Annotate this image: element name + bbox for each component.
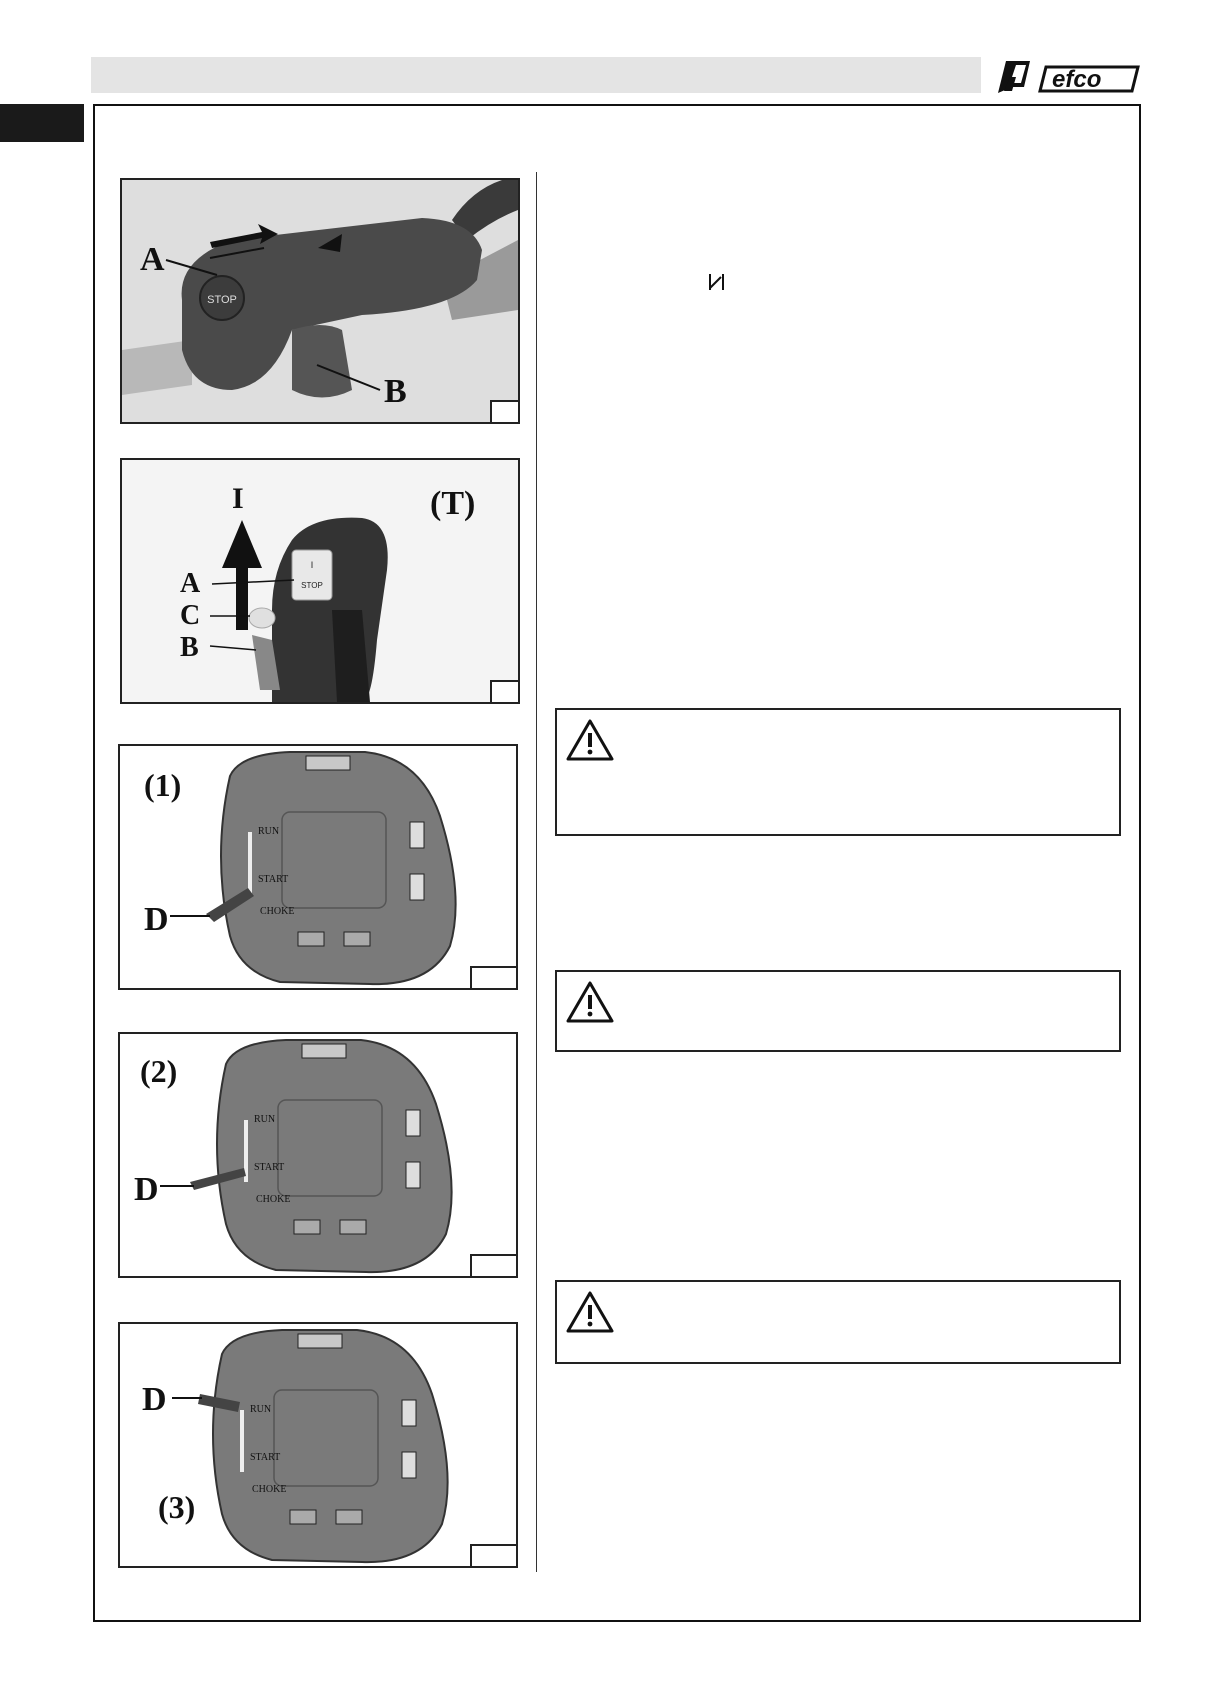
switch-i-text: I [310, 560, 314, 570]
figure-number-box [470, 966, 516, 988]
throttle-lock-icon [707, 272, 727, 297]
figure-number-box [490, 400, 518, 422]
figure-number-box [490, 680, 518, 702]
figure-handle-top [120, 178, 520, 424]
label-d: D [144, 901, 169, 938]
figure-choke-position-3 [118, 1322, 518, 1568]
figure-handle-switch [120, 458, 520, 704]
label-i: I [232, 482, 244, 515]
start-label: START [250, 1452, 281, 1463]
warning-triangle-icon [565, 1290, 615, 1334]
label-d: D [134, 1171, 159, 1208]
label-b: B [180, 632, 199, 663]
panel-label: (3) [158, 1489, 196, 1525]
label-a: A [180, 568, 201, 599]
figure-number-box [470, 1544, 516, 1566]
section-tab [0, 104, 84, 142]
panel-label: (2) [140, 1053, 178, 1089]
label-a: A [140, 241, 165, 278]
warning-box-2 [555, 970, 1121, 1052]
stop-switch-text: STOP [207, 294, 237, 306]
warning-box-3 [555, 1280, 1121, 1364]
warning-triangle-icon [565, 980, 615, 1024]
start-label: START [254, 1162, 285, 1173]
label-t: (T) [430, 485, 476, 522]
choke-label: CHOKE [256, 1194, 291, 1205]
label-c: C [180, 600, 201, 631]
label-b: B [384, 373, 407, 410]
choke-label: CHOKE [252, 1484, 287, 1495]
switch-stop-text: STOP [301, 581, 323, 590]
column-divider [536, 172, 537, 1572]
figure-choke-position-2 [118, 1032, 518, 1278]
brand-logo [990, 57, 1140, 97]
label-d: D [142, 1381, 167, 1418]
warning-box-1 [555, 708, 1121, 836]
run-label: RUN [250, 1404, 272, 1415]
run-label: RUN [254, 1114, 276, 1125]
figure-choke-position-1 [118, 744, 518, 990]
efco-logo-icon [990, 57, 1140, 97]
panel-label: (1) [144, 767, 182, 803]
warning-triangle-icon [565, 718, 615, 762]
choke-label: CHOKE [260, 906, 295, 917]
start-label: START [258, 874, 289, 885]
logo-text: efco [1052, 66, 1102, 93]
figure-number-box [470, 1254, 516, 1276]
run-label: RUN [258, 826, 280, 837]
header-bar [91, 57, 981, 93]
